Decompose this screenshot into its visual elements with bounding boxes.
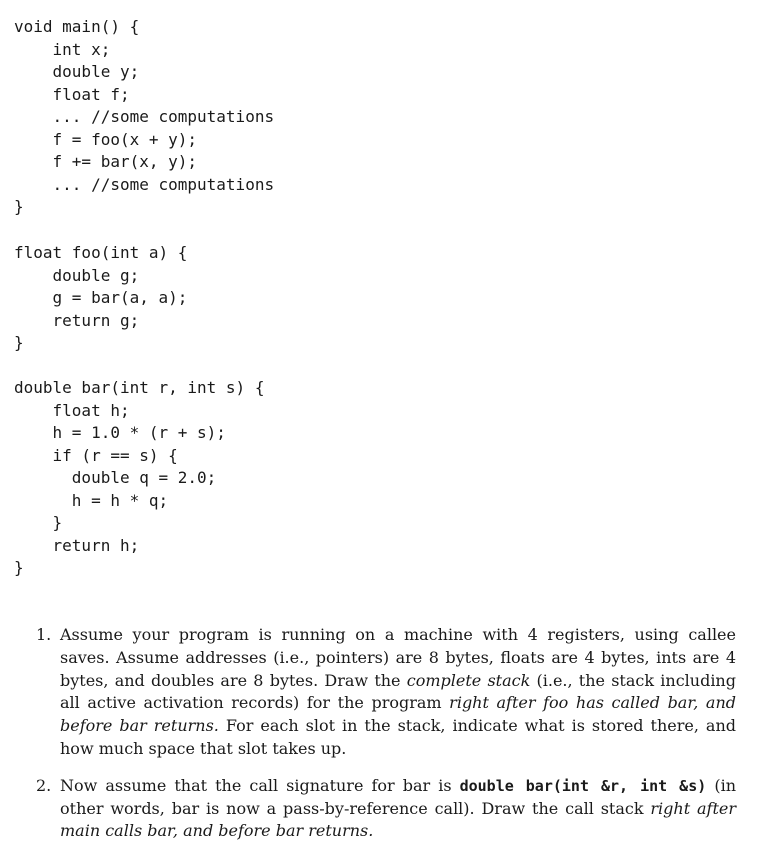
code-line: } [14,197,24,216]
code-main-function [14,16,274,219]
question-text: (i.e., the stack including all active activation records) for the program [60,670,736,713]
code-line: return g; [14,310,140,330]
code-line: return h; [14,535,140,555]
question-number: 1. [36,625,52,644]
question-emphasis: right after foo has called bar, and before bar returns. [60,693,737,736]
code-line: double y; [14,62,140,81]
question-1 [36,624,736,761]
code-foo-function [14,242,187,355]
question-text: Now assume that the call signature for bar is [60,775,460,795]
code-bar-function [14,377,264,580]
question-emphasis: right after main calls bar, and before bar returns. [60,798,736,841]
code-line: double q = 2.0; [14,468,217,487]
question-emphasis: complete stack [406,670,531,690]
code-line: float h; [14,400,130,420]
question-text: Assume your program is running on a machine with 4 registers, using callee saves. Assume addresses (i.e., pointers) are 8 bytes, floats are 4 bytes, ints are 4 bytes, and doubles are 8 bytes. Draw the [60,625,736,690]
code-line: if (r == s) { [14,445,178,465]
code-line: } [14,558,24,577]
code-line: g = bar(a, a); [14,288,188,307]
code-line: double bar(int r, int s) { [14,378,265,397]
code-line: double g; [14,265,140,285]
code-line: ... //some computations [14,107,275,126]
code-line: float f; [14,84,130,104]
code-line: ... //some computations [14,174,275,194]
question-number: 2. [36,775,52,795]
question-list [36,624,736,857]
code-line: h = h * q; [14,490,169,510]
question-code: double bar(int &r, int &s) [459,776,707,795]
question-2 [36,775,736,843]
code-line: } [14,513,63,532]
question-text: (in other words, bar is now a pass-by-reference call). Draw the call stack [60,775,736,818]
code-line: } [14,333,24,352]
code-line: int x; [14,39,111,59]
question-text: For each slot in the stack, indicate what is stored there, and how much space that slot takes up. [60,716,736,758]
code-line: f += bar(x, y); [14,152,198,171]
code-line: f = foo(x + y); [14,129,198,149]
code-line: h = 1.0 * (r + s); [14,423,226,442]
code-line: float foo(int a) { [14,243,188,262]
code-line: void main() { [14,17,140,36]
